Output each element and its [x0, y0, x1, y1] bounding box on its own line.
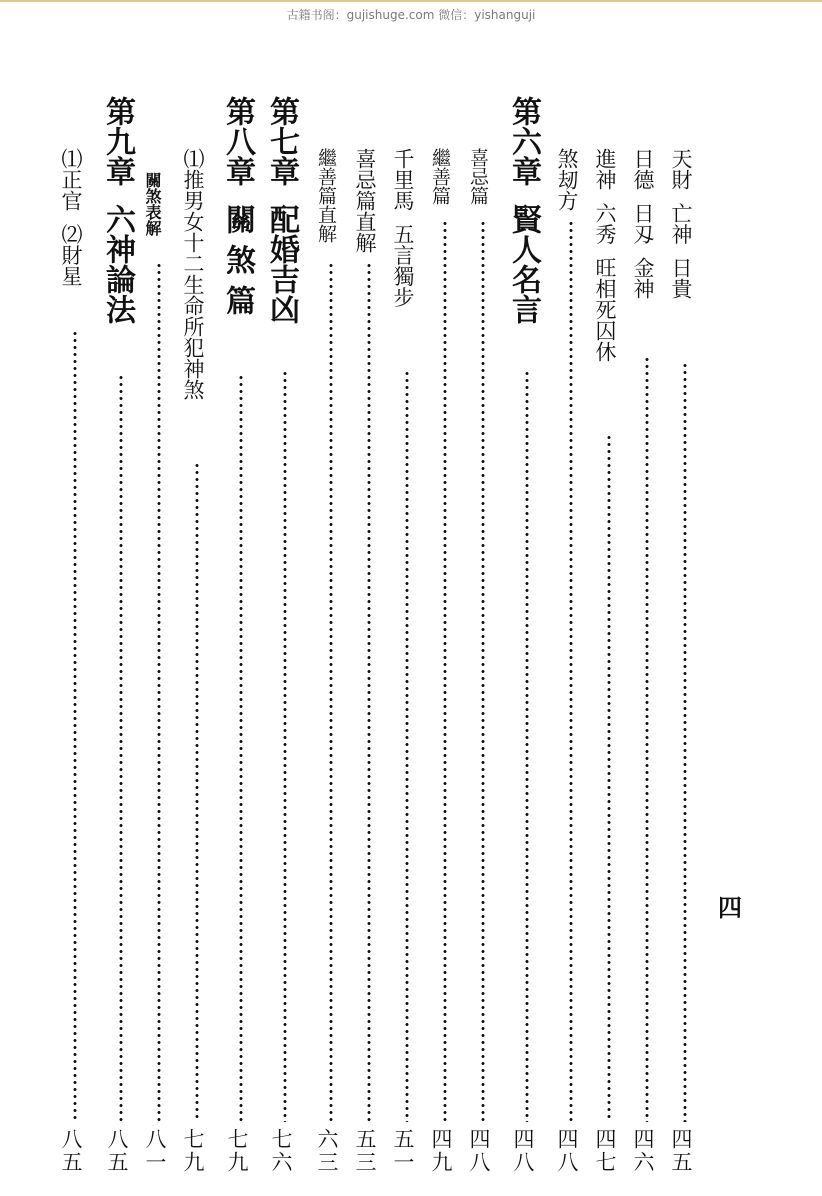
toc-entry-title: 亡神 [669, 202, 693, 245]
toc-entry[interactable] [144, 0, 174, 1196]
leader-dots [329, 262, 333, 1122]
toc-entry[interactable] [392, 0, 422, 1196]
toc-entry-title: 日德 [631, 148, 655, 190]
toc-entry-page: 五一 [391, 1128, 415, 1174]
leader-dots [607, 434, 611, 1122]
leader-dots [283, 370, 287, 1122]
leader-dots [525, 370, 529, 1122]
leader-dots [157, 262, 161, 1122]
toc-entry-page: 七九 [181, 1128, 205, 1174]
toc-chapter[interactable] [266, 0, 304, 1196]
toc-entry[interactable] [354, 0, 384, 1196]
toc-entry[interactable] [182, 0, 212, 1196]
toc-entry-title: 進神 [593, 148, 617, 190]
page-number: 四 [718, 893, 742, 922]
toc-entry[interactable] [632, 0, 662, 1196]
toc-entry-title: 關煞表解 [143, 172, 162, 236]
toc-entry-title: 喜忌篇直解 [353, 148, 377, 253]
toc-entry-title: 天財 [669, 148, 693, 190]
toc-chapter[interactable] [222, 0, 260, 1196]
toc-entry-page: 四八 [555, 1128, 579, 1174]
toc-entry-page: 八五 [105, 1128, 129, 1174]
chapter-number: 第七章 [264, 96, 299, 186]
leader-dots [683, 362, 687, 1122]
watermark-text: 古籍书阁：gujishuge.com 微信：yishanguji [286, 8, 536, 22]
leader-dots [73, 330, 77, 1122]
toc-entry-page: 四六 [631, 1128, 655, 1174]
toc-entry-title: 繼善篇 [429, 148, 451, 205]
leader-dots [239, 374, 243, 1122]
toc-entry[interactable] [468, 0, 498, 1196]
toc-entry-title: 六秀 [593, 202, 617, 245]
toc-entry-title: 喜忌篇 [467, 148, 489, 205]
toc-entry[interactable] [430, 0, 460, 1196]
chapter-title: 賢人名言 [506, 204, 541, 324]
toc-entry-title: 日貴 [669, 257, 693, 300]
toc-entry-page: 四五 [669, 1128, 693, 1174]
leader-dots [645, 356, 649, 1122]
toc-entry-title: 千里馬 [391, 148, 415, 211]
toc-entry-page: 六三 [315, 1128, 339, 1174]
toc-entry-title: 五言獨步 [391, 223, 415, 308]
toc-entry-title: 繼善篇直解 [315, 148, 337, 243]
toc-entry-page: 八五 [59, 1128, 83, 1174]
toc-chapter[interactable] [508, 0, 546, 1196]
toc-entry-page: 八一 [143, 1128, 167, 1174]
leader-dots [119, 374, 123, 1122]
toc-entry-page: 四九 [429, 1128, 453, 1174]
toc-entry-title: 金神 [631, 257, 655, 300]
leader-dots [569, 220, 573, 1122]
toc-entry-page: 四八 [467, 1128, 491, 1174]
toc-entry[interactable] [594, 0, 624, 1196]
leader-dots [481, 220, 485, 1122]
chapter-title: 配婚吉凶 [264, 204, 299, 324]
toc-entry-page: 四七 [593, 1128, 617, 1174]
leader-dots [443, 220, 447, 1122]
toc-entry-page: 五三 [353, 1128, 377, 1174]
chapter-number: 第六章 [506, 96, 541, 186]
toc-entry-page: 七六 [269, 1128, 293, 1174]
toc-entry-title: 日刄 [631, 202, 655, 245]
leader-dots [405, 370, 409, 1122]
toc-entry-title: ⑴推男女十二生命所犯神煞 [181, 148, 205, 400]
toc-chapter[interactable] [102, 0, 140, 1196]
toc-entry-page: 四八 [511, 1128, 535, 1174]
chapter-title: 關 煞 篇 [220, 204, 255, 315]
toc-entry[interactable] [316, 0, 346, 1196]
toc-entry-title: 旺相死囚休 [593, 257, 617, 363]
toc-entry-title: ⑴正官 [59, 148, 83, 211]
toc-entry[interactable] [60, 0, 90, 1196]
toc-entry[interactable] [670, 0, 700, 1196]
leader-dots [195, 462, 199, 1122]
leader-dots [367, 262, 371, 1122]
toc-entry-title: ⑵財星 [59, 223, 83, 287]
toc-entry-page: 七九 [225, 1128, 249, 1174]
toc-entry-title: 煞刼方 [555, 148, 579, 211]
chapter-title: 六神論法 [100, 204, 135, 324]
toc-entry[interactable] [556, 0, 586, 1196]
chapter-number: 第九章 [100, 96, 135, 186]
chapter-number: 第八章 [220, 96, 255, 186]
